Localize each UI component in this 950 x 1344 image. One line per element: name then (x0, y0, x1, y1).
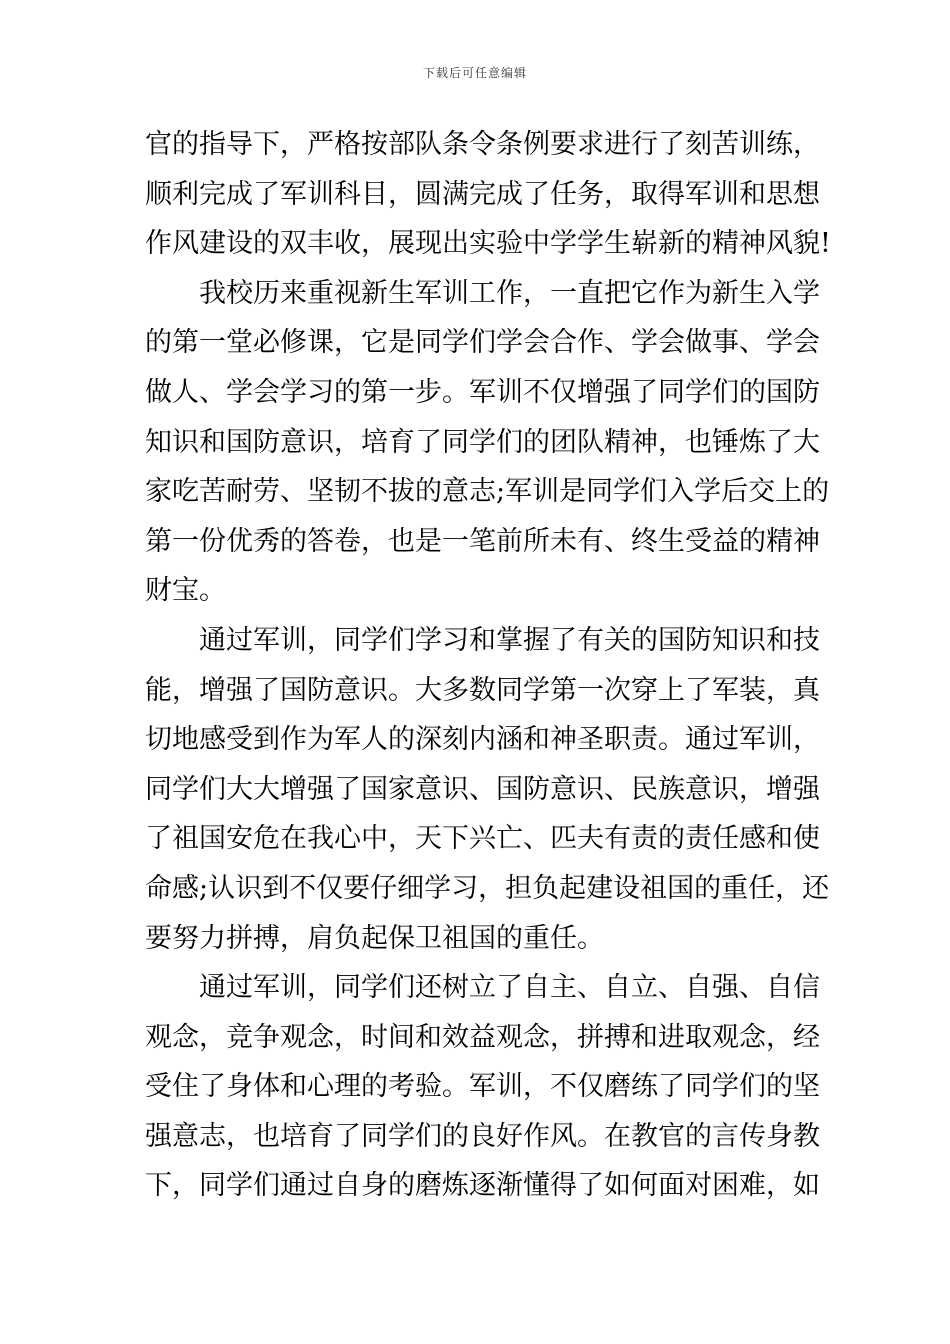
paragraph-first-line: 我校历来重视新生军训工作，一直把它作为新生入学 (199, 277, 820, 309)
text-line: 知识和国防意识，培育了同学们的团队精神，也锤炼了大 (145, 426, 820, 458)
text-line: 第一份优秀的答卷，也是一笔前所未有、终生受益的精神 (145, 525, 820, 557)
page-header-note: 下载后可任意编辑 (422, 66, 527, 80)
text-line: 能，增强了国防意识。大多数同学第一次穿上了军装，真 (145, 674, 820, 706)
text-line: 同学们大大增强了国家意识、国防意识、民族意识，增强 (145, 773, 820, 805)
text-line: 财宝。 (145, 575, 226, 607)
document-body (145, 120, 831, 1211)
text-line: 作风建设的双丰收，展现出实验中学学生崭新的精神风貌! (145, 228, 831, 260)
paragraph-first-line: 通过军训，同学们还树立了自主、自立、自强、自信 (199, 972, 820, 1004)
text-line: 了祖国安危在我心中，天下兴亡、匹夫有责的责任感和使 (145, 823, 820, 855)
text-line: 家吃苦耐劳、坚韧不拔的意志;军训是同学们入学后交上的 (145, 476, 830, 508)
text-line: 强意志，也培育了同学们的良好作风。在教官的言传身教 (145, 1120, 820, 1152)
paragraph-first-line: 通过军训，同学们学习和掌握了有关的国防知识和技 (199, 624, 820, 656)
text-line: 命感;认识到不仅要仔细学习，担负起建设祖国的重任，还 (145, 872, 830, 904)
text-line: 要努力拼搏，肩负起保卫祖国的重任。 (145, 922, 604, 954)
text-line: 做人、学会学习的第一步。军训不仅增强了同学们的国防 (145, 376, 820, 408)
text-line: 顺利完成了军训科目，圆满完成了任务，取得军训和思想 (145, 178, 820, 210)
text-line: 观念，竞争观念，时间和效益观念，拼搏和进取观念，经 (145, 1021, 820, 1053)
text-line: 下，同学们通过自身的磨炼逐渐懂得了如何面对困难，如 (145, 1170, 820, 1202)
text-line: 受住了身体和心理的考验。军训，不仅磨练了同学们的坚 (145, 1071, 820, 1103)
text-line: 的第一堂必修课，它是同学们学会合作、学会做事、学会 (145, 327, 820, 359)
text-line: 官的指导下，严格按部队条令条例要求进行了刻苦训练， (145, 129, 820, 160)
text-line: 切地感受到作为军人的深刻内涵和神圣职责。通过军训， (145, 724, 820, 756)
